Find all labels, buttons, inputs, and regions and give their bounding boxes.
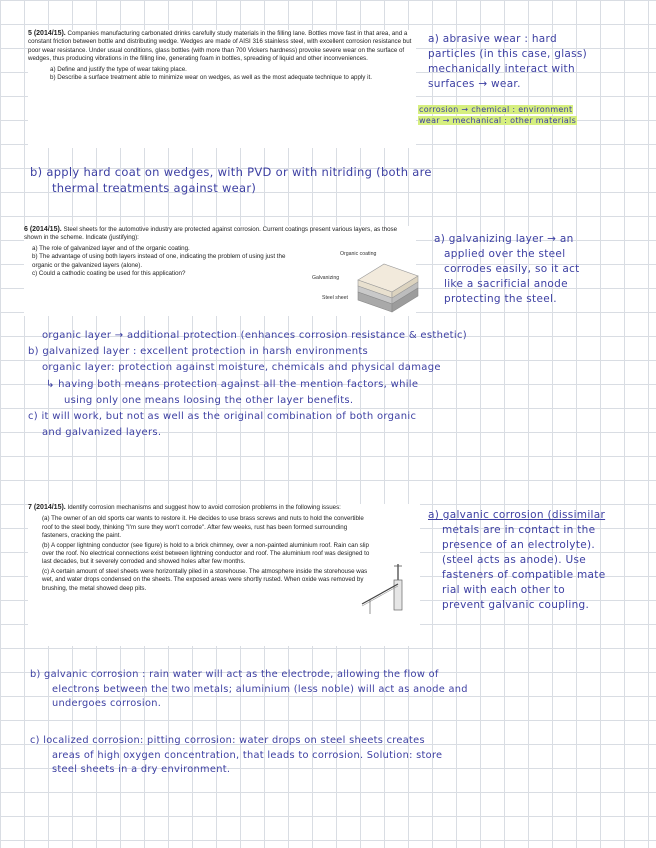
q7-answer-c-line: areas of high oxygen concentration, that leads to corrosion. Solution: store: [52, 749, 443, 761]
q5-printed-block: [28, 30, 416, 148]
q6-answer-line: c) it will work, but not as well as the original combination of both organic: [28, 411, 417, 423]
q5-highlight-wear: wear → mechanical : other materials: [419, 116, 577, 125]
q5-answer-a-line: mechanically interact with: [428, 63, 575, 75]
fig-label-organic: Organic coating: [340, 251, 377, 257]
q6-answer-a-line: protecting the steel.: [444, 293, 557, 305]
q6-answer-a-line: applied over the steel: [444, 248, 566, 260]
q5-answer-b-line: b) apply hard coat on wedges, with PVD or with nitriding (both are: [30, 165, 432, 179]
lightning-rod-figure: [358, 560, 414, 616]
q5-answer-b: [30, 164, 650, 196]
q6-answer-line: b) galvanized layer : excellent protection in harsh environments: [28, 346, 369, 358]
q7-item-c: (c) A certain amount of steel sheets were horizontally piled in a storehouse. The atmosphere inside the storehouse was wet, and water drops condensed on the sheets. The exposed areas were shortly rusted. When oxide was removed by brushing, the metal showed deep pits.: [42, 567, 368, 592]
q7-answer-a-line: rial with each other to: [442, 584, 565, 596]
q7-answer-b-line: electrons between the two metals; aluminium (less noble) will act as anode and: [52, 683, 468, 695]
layer-stack-diagram: [354, 258, 420, 314]
q5-part-a: a) Define and justify the type of wear taking place.: [50, 65, 187, 73]
q5-title: 5 (2014/15).: [28, 30, 66, 37]
q5-highlight-notes: [418, 104, 654, 126]
q5-part-b: b) Describe a surface treatment able to minimize wear on wedges, as well as the most adequate technique to apply it.: [50, 74, 372, 82]
q5-answer-a-line: surfaces → wear.: [428, 78, 521, 90]
q5-answer-a: [428, 32, 648, 92]
q7-answer-a: [428, 508, 654, 613]
q7-answer-c-line: steel sheets in a dry environment.: [52, 764, 231, 775]
q7-title: 7 (2014/15).: [28, 504, 66, 511]
q7-printed-block: [28, 504, 420, 646]
q6-answer-line: organic layer: protection against moisture, chemicals and physical damage: [42, 362, 441, 374]
q6-part-a: a) The role of galvanized layer and of the organic coating.: [32, 244, 190, 252]
q7-answer-a-line: prevent galvanic coupling.: [442, 599, 590, 611]
q6-answer-a-line: a) galvanizing layer → an: [434, 233, 574, 245]
q5-answer-b-line: thermal treatments against wear): [52, 181, 257, 195]
q7-answer-b: [30, 668, 652, 712]
q7-answer-b-line: undergoes corrosion.: [52, 698, 162, 709]
q6-answer-line: ↳ having both means protection against all the mention factors, while: [46, 378, 419, 390]
q7-statement: [28, 504, 420, 512]
coating-layers-figure: [312, 248, 416, 314]
q7-answer-a-line: metals are in contact in the: [442, 524, 596, 536]
q6-statement: [24, 226, 416, 243]
q7-answer-a-line: fasteners of compatible mate: [442, 569, 606, 581]
q6-answer-line: using only one means loosing the other layer benefits.: [64, 394, 354, 406]
q6-printed-block: [24, 226, 416, 316]
q7-item-b: (b) A copper lightning conductor (see figure) is hold to a brick chimney, over a non-painted aluminium roof. Rain can slip over the roof. No electrical connections exist between lightning conductor and roof. The aluminium roof was designed to last decades, but it severely corroded and showed holes after few months.: [42, 541, 370, 566]
q7-answer-a-line: (steel acts as anode). Use: [442, 554, 587, 566]
q7-answer-c-line: c) localized corrosion: pitting corrosion: water drops on steel sheets creates: [30, 735, 425, 746]
q6-answer-a-line: like a sacrificial anode: [444, 278, 568, 290]
q5-answer-a-line: a) abrasive wear : hard: [428, 33, 557, 45]
q7-answer-c: [30, 734, 652, 778]
q7-answer-a-line: a) galvanic corrosion (dissimilar: [428, 509, 606, 521]
q5-text: Companies manufacturing carbonated drinks carefully study materials in the filling lane. Bottles move fast in that area, and a constant friction between bottle and distributing wedge. Wedges are made of AISI 316 stainless steel, with excellent corrosion resistance but poor wear resistance. Under usual conditions, glass bottles (with more than 700 Vickers hardness) provoke severe wear on the surface of wedges, thus producing vibrations in the filling line, generating foam in bottles, spreading of liquid and other inconveniences.: [28, 30, 412, 63]
q6-text: Steel sheets for the automotive industry are protected against corrosion. Current coatings present various layers, as those shown in the scheme. Indicate (justifying):: [24, 226, 398, 242]
q6-part-c: c) Could a cathodic coating be used for this application?: [32, 270, 186, 278]
q6-answer-a-line: corrodes easily, so it act: [444, 263, 580, 275]
q6-answer-line: and galvanized layers.: [42, 427, 162, 439]
fig-label-steel: Steel sheet: [322, 295, 348, 301]
q7-answer-a-line: presence of an electrolyte).: [442, 539, 596, 551]
q5-highlight-corrosion: corrosion → chemical : environment: [419, 105, 573, 114]
q6-answer-main: [28, 328, 652, 441]
q5-answer-a-line: particles (in this case, glass): [428, 48, 588, 60]
q7-answer-b-line: b) galvanic corrosion : rain water will act as the electrode, allowing the flow of: [30, 669, 439, 680]
q6-title: 6 (2014/15).: [24, 226, 62, 233]
q6-part-b: b) The advantage of using both layers instead of one, indicating the problem of using just the organic or the galvanized layers (alone).: [32, 253, 286, 269]
q6-answer-line: organic layer → additional protection (enhances corrosion resistance & esthetic): [42, 330, 467, 341]
q6-answer-a: [434, 232, 654, 307]
fig-label-galvanizing: Galvanizing: [312, 275, 340, 281]
q7-intro: Identify corrosion mechanisms and suggest how to avoid corrosion problems in the following issues:: [67, 504, 341, 511]
q7-item-a: (a) The owner of an old sports car wants to restore it. He decides to use brass screws and nuts to hold the convertible roof to the steel body, thinking "I'm sure they won't corrode". After few weeks, rust has been formed surrounding fasteners, cracking the paint.: [42, 515, 364, 540]
q5-statement: [28, 30, 416, 64]
